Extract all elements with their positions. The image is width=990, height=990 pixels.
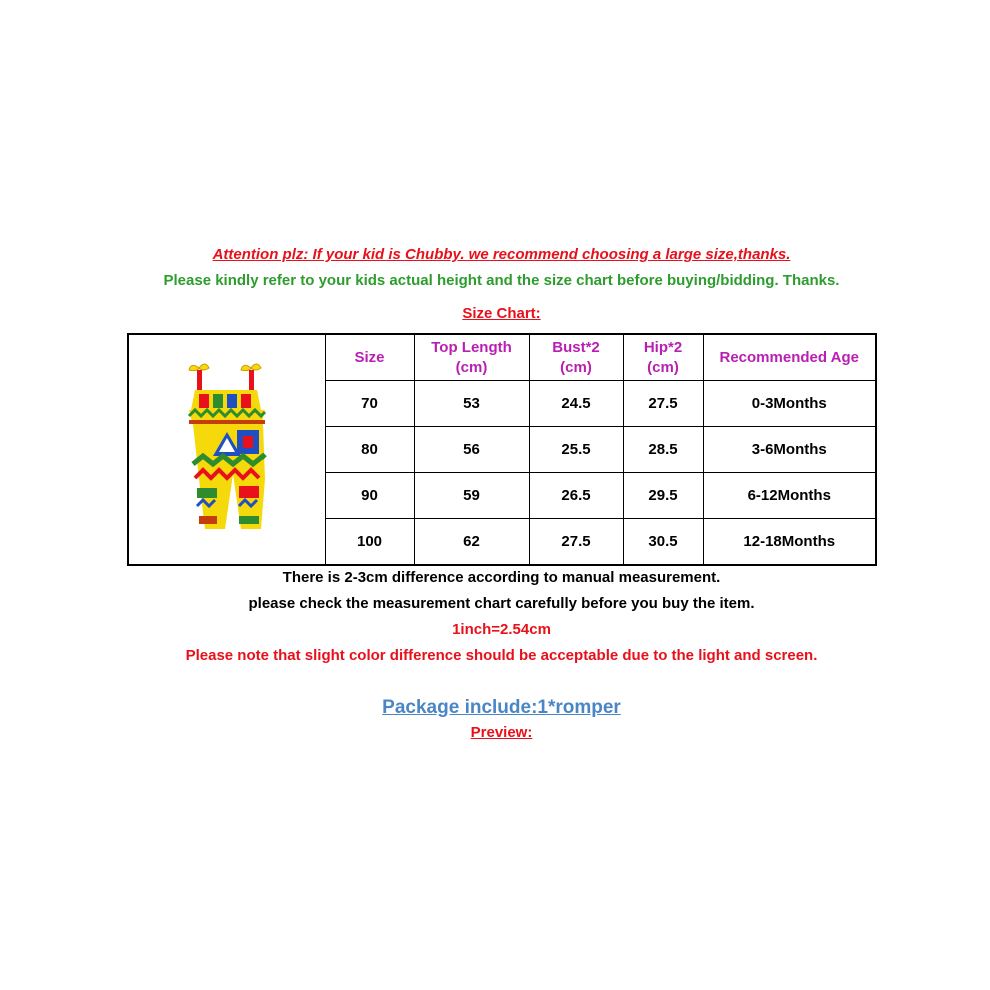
table-cell: 56 <box>414 427 529 473</box>
table-cell: 27.5 <box>529 519 623 566</box>
table-cell: 53 <box>414 381 529 427</box>
table-cell: 90 <box>325 473 414 519</box>
romper-icon <box>177 360 277 540</box>
column-header-recommended-age: Recommended Age <box>703 334 876 381</box>
table-cell: 12-18Months <box>703 519 876 566</box>
preview-label: Preview: <box>470 724 533 741</box>
check-chart-note: please check the measurement chart carefully before you buy the item. <box>248 595 755 612</box>
table-cell: 24.5 <box>529 381 623 427</box>
table-cell: 28.5 <box>623 427 703 473</box>
inch-conversion-note: 1inch=2.54cm <box>452 621 551 638</box>
table-cell: 6-12Months <box>703 473 876 519</box>
size-advice-note: Please kindly refer to your kids actual height and the size chart before buying/bidding. Thanks. <box>163 272 840 289</box>
table-cell: 27.5 <box>623 381 703 427</box>
table-cell: 0-3Months <box>703 381 876 427</box>
table-header-row <box>128 334 876 381</box>
attention-note: Attention plz: If your kid is Chubby. we recommend choosing a large size,thanks. <box>212 246 791 263</box>
column-header-bust: Bust*2 (cm) <box>529 334 623 381</box>
size-chart-title: Size Chart: <box>462 305 541 322</box>
table-cell: 59 <box>414 473 529 519</box>
column-header-size: Size <box>325 334 414 381</box>
table-cell: 80 <box>325 427 414 473</box>
table-cell: 3-6Months <box>703 427 876 473</box>
table-cell: 29.5 <box>623 473 703 519</box>
table-cell: 30.5 <box>623 519 703 566</box>
product-image-cell <box>128 334 325 565</box>
measurement-difference-note: There is 2-3cm difference according to manual measurement. <box>282 569 721 586</box>
table-cell: 100 <box>325 519 414 566</box>
size-chart-table <box>127 333 877 566</box>
column-header-hip: Hip*2 (cm) <box>623 334 703 381</box>
table-cell: 70 <box>325 381 414 427</box>
column-header-top-length: Top Length (cm) <box>414 334 529 381</box>
package-include-link[interactable]: Package include:1*romper <box>382 697 621 718</box>
table-cell: 26.5 <box>529 473 623 519</box>
color-difference-note: Please note that slight color difference should be acceptable due to the light and screen. <box>185 647 818 664</box>
table-cell: 25.5 <box>529 427 623 473</box>
table-cell: 62 <box>414 519 529 566</box>
